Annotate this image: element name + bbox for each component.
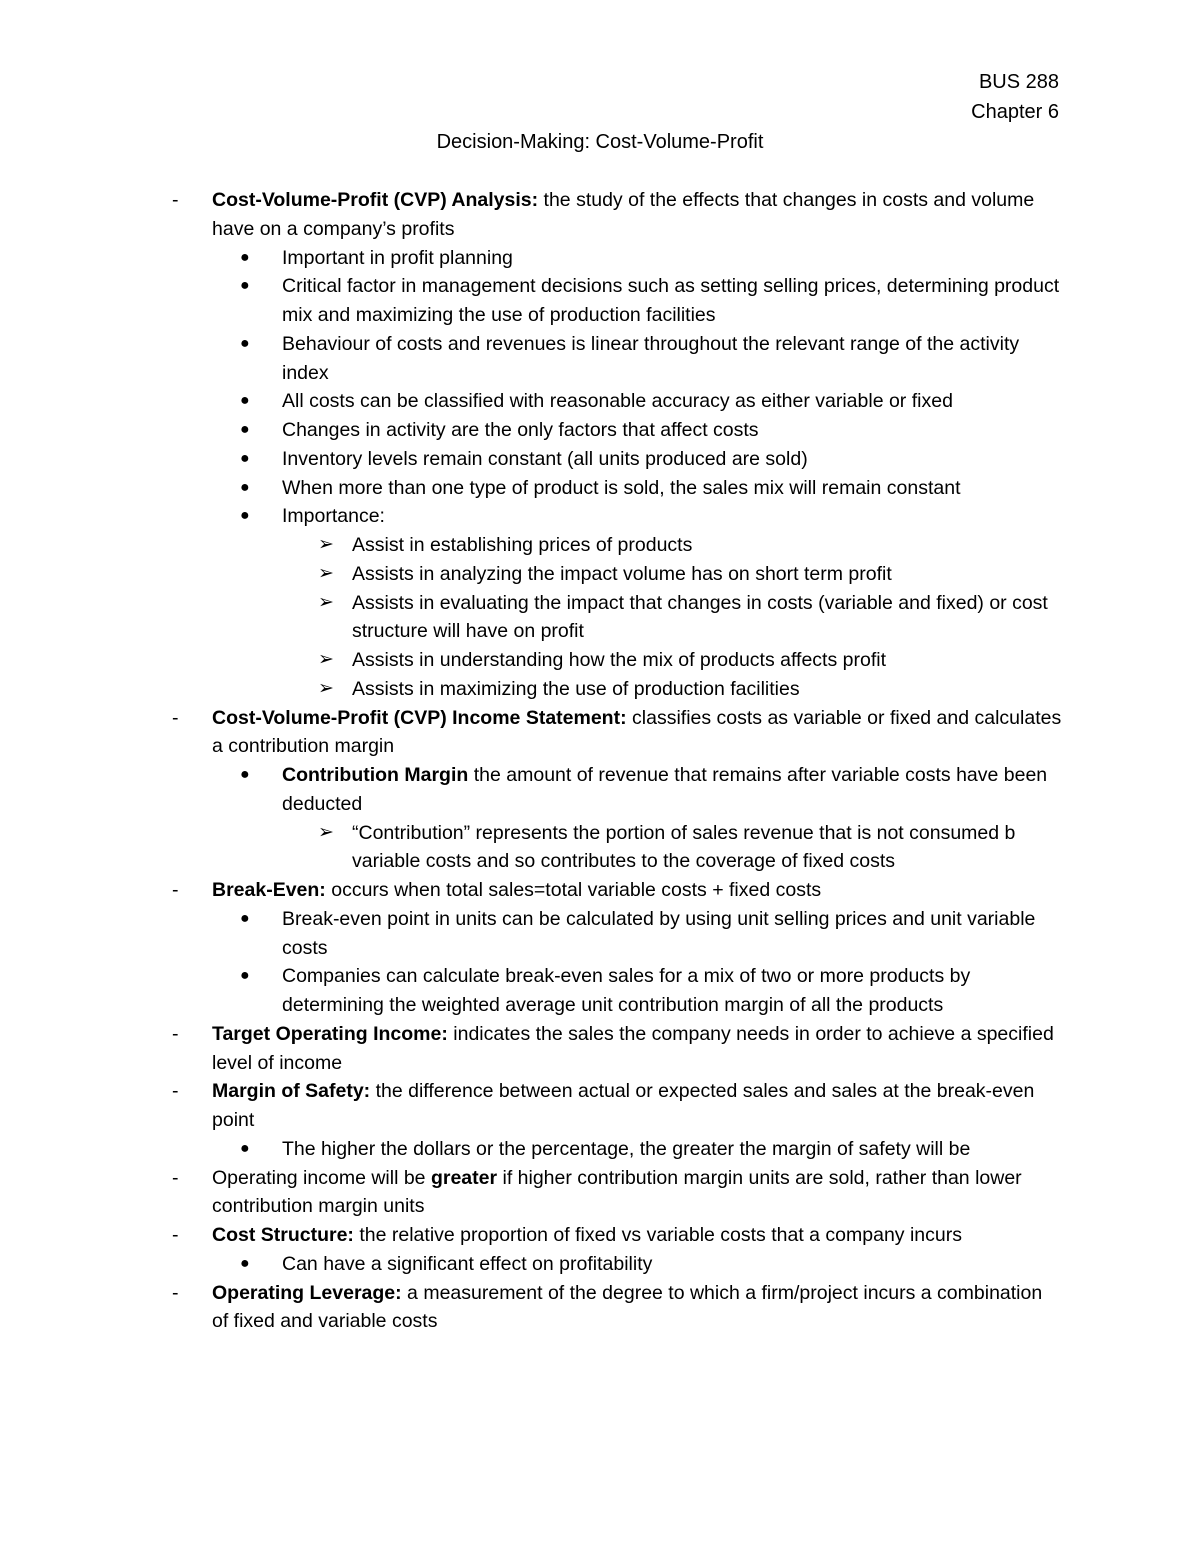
- item-text: Break-even point in units can be calculated by using unit selling prices and unit variable costs: [282, 907, 1036, 959]
- item-text: indicates the sales the company needs in order to achieve a specified level of income: [212, 1022, 1054, 1074]
- dot-bullet-icon: ●: [240, 909, 250, 927]
- item-text: Critical factor in management decisions such as setting selling prices, determining product mix and maximizing the use of production facilities: [282, 275, 1060, 326]
- dash-bullet: -: [172, 879, 179, 901]
- course-code: BUS 288: [978, 71, 1059, 93]
- list-item-level-3: [172, 560, 1062, 589]
- dot-bullet-icon: ●: [240, 449, 250, 467]
- list-item-level-3: [172, 646, 1062, 675]
- dot-bullet-icon: ●: [240, 1254, 250, 1272]
- list-item-level-2: [172, 761, 1062, 819]
- item-text: Assists in evaluating the impact that changes in costs (variable and fixed) or cost structure will have on profit: [352, 591, 1048, 643]
- item-term: Margin of Safety:: [212, 1080, 371, 1103]
- dot-bullet-icon: ●: [240, 1139, 250, 1157]
- item-term: Break-Even:: [212, 879, 326, 901]
- item-text: “Contribution” represents the portion of sales revenue that is not consumed b variable costs and so contributes to the coverage of fixed costs: [352, 821, 1016, 873]
- dash-bullet: -: [172, 706, 179, 729]
- dash-bullet: -: [172, 189, 179, 211]
- item-text: Assists in maximizing the use of production facilities: [352, 677, 800, 700]
- list-item-level-2: [172, 905, 1062, 963]
- dash-bullet: -: [172, 1080, 179, 1103]
- list-item-level-3: [172, 675, 1062, 704]
- list-item-level-2: [172, 1250, 1062, 1279]
- item-term: Cost-Volume-Profit (CVP) Income Statement:: [212, 706, 627, 729]
- item-term: greater: [430, 1166, 498, 1189]
- item-text: Assists in understanding how the mix of products affects profit: [352, 649, 886, 671]
- arrow-bullet-icon: ➢: [318, 677, 334, 699]
- arrow-bullet-icon: ➢: [318, 534, 334, 555]
- page-title: Decision-Making: Cost-Volume-Profit: [436, 131, 764, 153]
- list-item-level-2: [172, 445, 1062, 474]
- item-text: Importance:: [282, 505, 385, 528]
- arrow-bullet-icon: ➢: [318, 562, 334, 584]
- item-text: the study of the effects that changes in costs and volume have on a company’s profits: [212, 189, 1035, 240]
- list-item-level-1: [172, 1279, 1062, 1337]
- arrow-bullet-icon: ➢: [318, 821, 334, 843]
- dot-bullet-icon: ●: [240, 421, 250, 438]
- list-item-level-2: [172, 474, 1062, 503]
- item-text: Changes in activity are the only factors that affect costs: [282, 419, 759, 441]
- list-item-level-1: [172, 1221, 1062, 1250]
- item-text: if higher contribution margin units are sold, rather than lower contribution margin units: [212, 1166, 1022, 1218]
- list-item-level-2: [172, 502, 1062, 531]
- dash-bullet: -: [172, 1224, 179, 1246]
- dot-bullet-icon: ●: [240, 478, 250, 496]
- list-item-level-1: [172, 1077, 1062, 1135]
- item-text: Important in profit planning: [282, 246, 513, 269]
- item-text: When more than one type of product is sold, the sales mix will remain constant: [282, 476, 961, 499]
- item-term: Operating Leverage:: [212, 1281, 402, 1304]
- item-text: Inventory levels remain constant (all units produced are sold): [282, 447, 808, 470]
- item-text: classifies costs as variable or fixed and calculates a contribution margin: [212, 706, 1062, 758]
- dot-bullet-icon: ●: [240, 392, 250, 410]
- list-item-level-1: [172, 186, 1062, 244]
- dash-bullet: -: [172, 1281, 179, 1304]
- item-text-prefix: Operating income will be: [212, 1166, 431, 1189]
- item-text: All costs can be classified with reasonable accuracy as either variable or fixed: [282, 390, 953, 413]
- dot-bullet-icon: ●: [240, 967, 250, 985]
- list-item-level-1: [172, 1020, 1062, 1078]
- dot-bullet-icon: ●: [240, 277, 250, 295]
- item-text: Assists in analyzing the impact volume has on short term profit: [352, 562, 892, 585]
- dash-bullet: -: [172, 1166, 179, 1189]
- item-text: a measurement of the degree to which a firm/project incurs a combination of fixed and variable costs: [212, 1281, 1043, 1333]
- list-item-level-2: [172, 387, 1062, 416]
- item-text: Behaviour of costs and revenues is linear throughout the relevant range of the activity index: [282, 332, 1020, 384]
- arrow-bullet-icon: ➢: [318, 591, 334, 613]
- list-item-level-3: [172, 589, 1062, 647]
- chapter-label: Chapter 6: [971, 101, 1059, 123]
- item-text: occurs when total sales=total variable costs + fixed costs: [325, 879, 822, 901]
- list-item-level-1: [172, 704, 1062, 762]
- dash-bullet: -: [172, 1022, 179, 1045]
- item-text: Can have a significant effect on profitability: [282, 1252, 653, 1275]
- list-item-level-2: [172, 1135, 1062, 1164]
- notes-list: [172, 186, 1062, 1336]
- dot-bullet-icon: ●: [240, 248, 250, 266]
- item-text: The higher the dollars or the percentage, the greater the margin of safety will be: [282, 1137, 971, 1160]
- item-text: the relative proportion of fixed vs variable costs that a company incurs: [353, 1224, 962, 1246]
- list-item-level-2: [172, 244, 1062, 273]
- dot-bullet-icon: ●: [240, 334, 250, 352]
- item-text: Companies can calculate break-even sales for a mix of two or more products by determining the weighted average unit contribution margin of all the products: [282, 965, 971, 1016]
- list-item-level-3: [172, 531, 1062, 560]
- item-term: Cost Structure:: [212, 1224, 354, 1246]
- item-text: Assist in establishing prices of products: [352, 534, 693, 556]
- item-text: the difference between actual or expected sales and sales at the break-even point: [212, 1080, 1035, 1131]
- dot-bullet-icon: ●: [240, 507, 250, 525]
- item-term: Target Operating Income:: [212, 1022, 448, 1045]
- list-item-level-2: [172, 272, 1062, 330]
- list-item-level-2: [172, 962, 1062, 1020]
- arrow-bullet-icon: ➢: [318, 649, 334, 670]
- list-item-level-2: [172, 416, 1062, 445]
- item-text: the amount of revenue that remains after variable costs have been deducted: [282, 764, 1048, 815]
- item-term: Cost-Volume-Profit (CVP) Analysis:: [212, 189, 539, 211]
- list-item-level-2: [172, 330, 1062, 388]
- list-item-level-1: [172, 1164, 1062, 1222]
- list-item-level-1: [172, 876, 1062, 905]
- list-item-level-3: [172, 819, 1062, 877]
- item-term: Contribution Margin: [282, 764, 469, 786]
- dot-bullet-icon: ●: [240, 766, 250, 783]
